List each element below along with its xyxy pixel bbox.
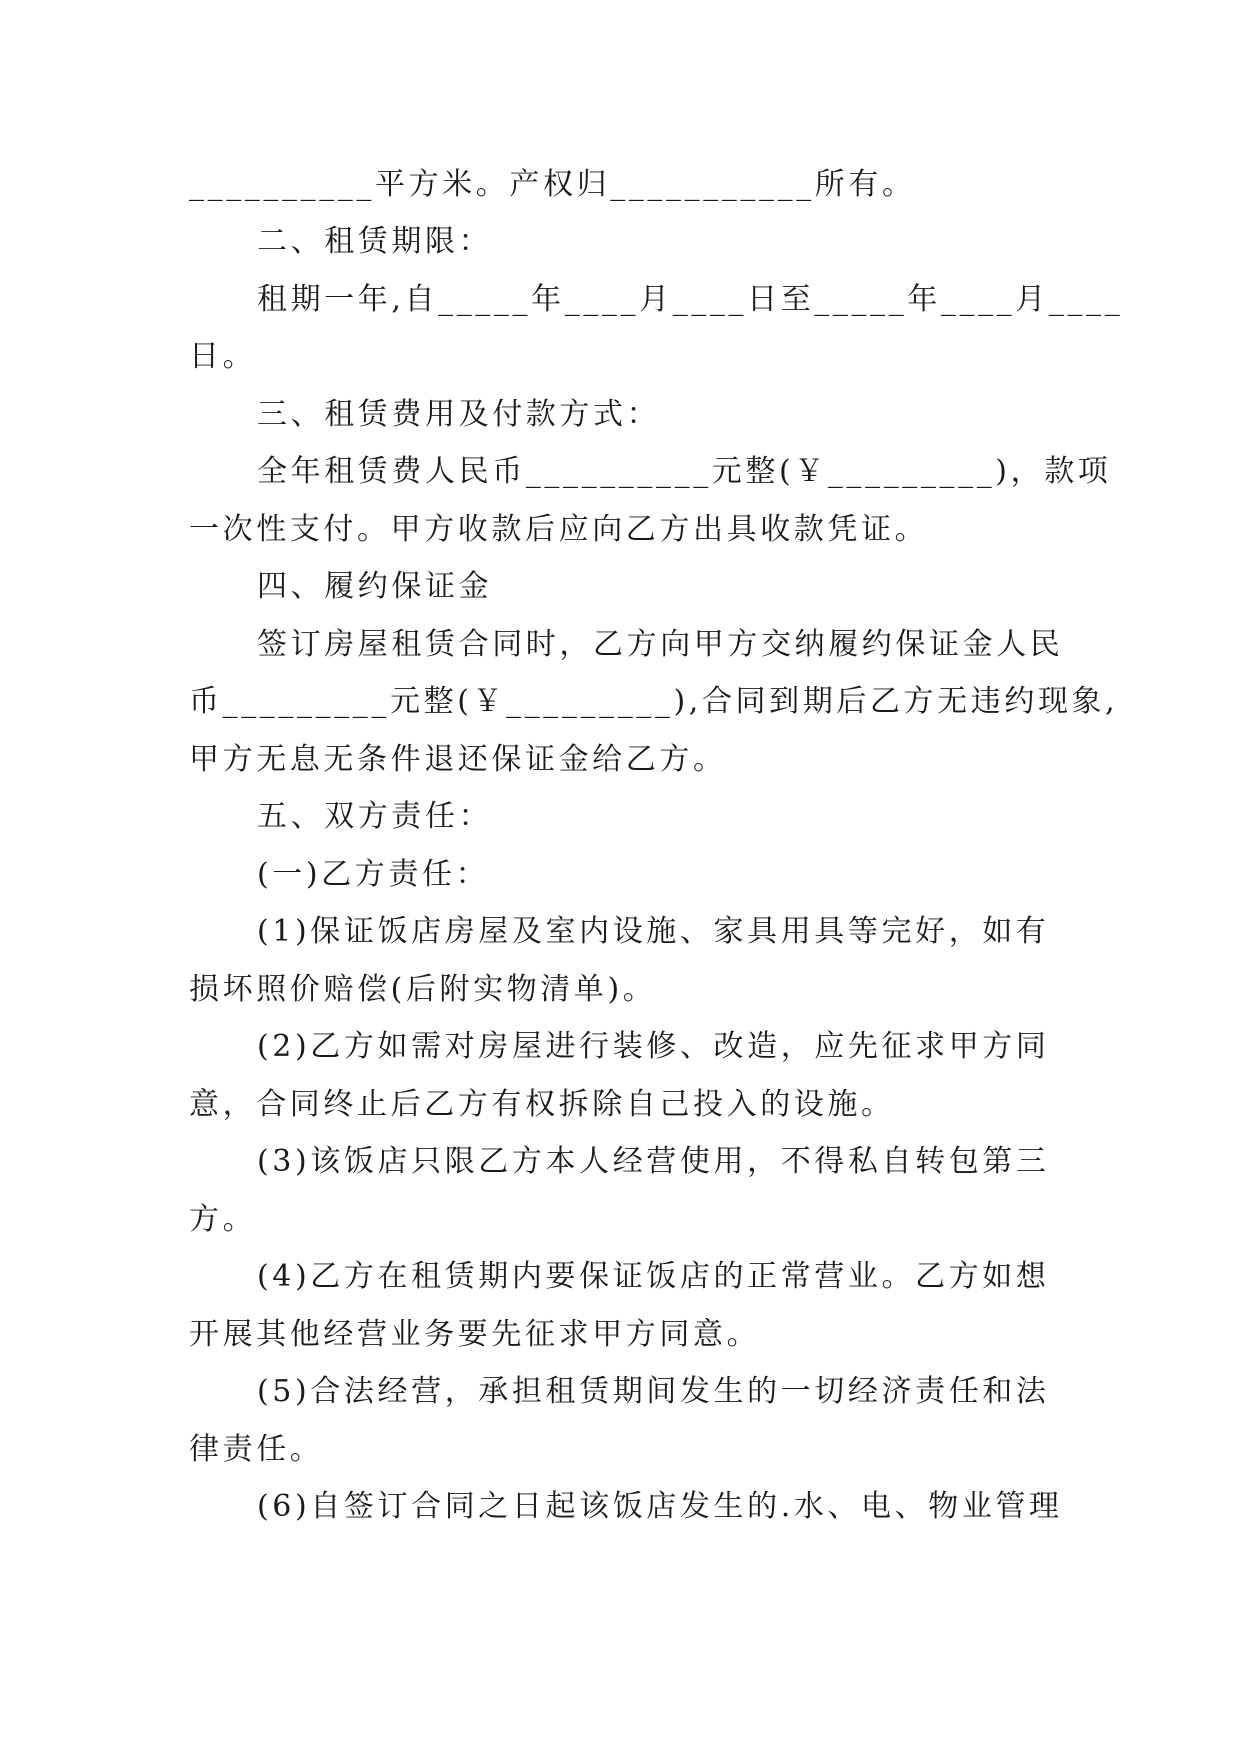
text-line: (1)保证饭店房屋及室内设施、家具用具等完好，如有 <box>257 914 1050 949</box>
text-line: 损坏照价赔偿(后附实物清单)。 <box>189 972 657 1007</box>
text-line: 甲方无息无条件退还保证金给乙方。 <box>189 742 727 777</box>
section-heading-fees: 三、租赁费用及付款方式： <box>257 397 661 432</box>
text-line: 律责任。 <box>189 1432 324 1467</box>
text-line: 租期一年,自_____年____月____日至_____年____月____ <box>257 282 1124 317</box>
subsection-heading: (一)乙方责任： <box>257 857 490 892</box>
text-line: 方。 <box>189 1202 257 1237</box>
text-line: (3)该饭店只限乙方本人经营使用，不得私自转包第三 <box>257 1144 1050 1179</box>
text-line: (6)自签订合同之日起该饭店发生的.水、电、物业管理 <box>257 1489 1063 1524</box>
text-line: (2)乙方如需对房屋进行装修、改造，应先征求甲方同 <box>257 1029 1050 1064</box>
text-line: 日。 <box>189 339 257 374</box>
text-line: (5)合法经营，承担租赁期间发生的一切经济责任和法 <box>257 1374 1050 1409</box>
text-line: 一次性支付。甲方收款后应向乙方出具收款凭证。 <box>189 512 929 547</box>
text-line: __________平方米。产权归___________所有。 <box>189 167 916 202</box>
text-line: (4)乙方在租赁期内要保证饭店的正常营业。乙方如想 <box>257 1259 1050 1294</box>
section-heading-responsibilities: 五、双方责任： <box>257 799 493 834</box>
text-line: 签订房屋租赁合同时，乙方向甲方交纳履约保证金人民 <box>257 627 1064 662</box>
section-heading-deposit: 四、履约保证金 <box>257 569 493 604</box>
text-line: 全年租赁费人民币__________元整(￥_________)，款项 <box>257 454 1112 489</box>
text-line: 币_________元整(￥_________),合同到期后乙方无违约现象, <box>189 684 1119 719</box>
text-line: 意，合同终止后乙方有权拆除自己投入的设施。 <box>189 1087 895 1122</box>
section-heading-lease-term: 二、租赁期限： <box>257 224 493 259</box>
text-line: 开展其他经营业务要先征求甲方同意。 <box>189 1317 761 1352</box>
